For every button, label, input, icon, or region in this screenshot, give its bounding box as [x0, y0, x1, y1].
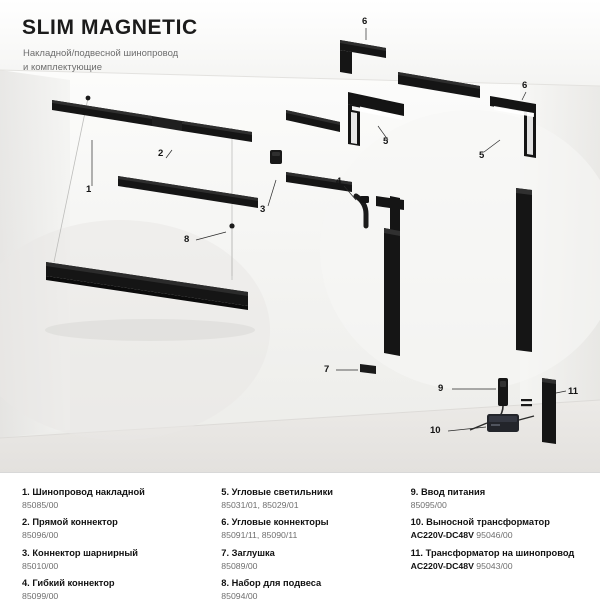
- page-title: SLIM MAGNETIC: [22, 16, 198, 39]
- legend-item-label: Прямой коннектор: [32, 517, 118, 528]
- legend-item-number: 11.: [410, 547, 424, 558]
- legend-item-label: Угловые коннекторы: [231, 517, 329, 528]
- callout-6a: 6: [362, 16, 368, 27]
- callout-7: 7: [324, 364, 330, 375]
- legend-item-code: 85096/00: [22, 530, 59, 541]
- legend-item-number: 4.: [22, 578, 30, 589]
- legend-item: [221, 517, 410, 540]
- legend-item: [221, 548, 410, 571]
- legend-item-number: 8.: [221, 578, 230, 589]
- legend-item: [22, 578, 221, 600]
- legend-item-code: [411, 561, 580, 572]
- legend-item-voltage: AC220V-DC48V: [410, 530, 474, 541]
- callout-5b: 5: [479, 150, 485, 161]
- legend-item-number: 9.: [410, 487, 419, 497]
- legend-item-title: [22, 517, 221, 529]
- legend-item: [22, 517, 221, 540]
- legend-item-label: Коннектор шарнирный: [32, 547, 139, 558]
- legend-item-number: 7.: [221, 547, 230, 558]
- legend-item-title: [221, 578, 410, 590]
- callout-6b: 6: [522, 80, 528, 91]
- legend-item: [411, 517, 580, 540]
- legend-item-title: [221, 517, 410, 529]
- legend-item-code: 85099/00: [22, 591, 59, 600]
- legend-column-1: [22, 487, 221, 600]
- legend-item-label: Выносной трансформатор: [426, 517, 550, 528]
- legend-item-code: 85010/00: [22, 560, 59, 571]
- subtitle-line-2: и комплектующие: [23, 61, 102, 73]
- legend-item: [22, 548, 221, 571]
- legend-item-title: [22, 548, 221, 560]
- legend-item-number: 5.: [221, 487, 230, 497]
- legend-item-label: Угловые светильники: [231, 487, 333, 497]
- legend-item-article: 95043/00: [476, 560, 513, 571]
- legend-item-label: Набор для подвеса: [231, 578, 322, 589]
- product-hinged-connector: [270, 150, 282, 164]
- product-track-transformer: [542, 378, 556, 444]
- page-subtitle: [23, 47, 273, 75]
- legend-item: [22, 487, 221, 510]
- legend-item-title: [22, 578, 221, 590]
- callout-2: 2: [158, 148, 164, 159]
- subtitle-line-1: Накладной/подвесной шинопровод: [23, 48, 179, 59]
- callout-5a: 5: [383, 136, 389, 147]
- legend-item-title: [411, 487, 580, 499]
- legend-item-code: 85095/00: [410, 499, 447, 510]
- legend-column-3: [411, 487, 580, 600]
- legend-column-2: [221, 487, 410, 600]
- legend-item-title: [221, 487, 410, 499]
- legend-item-number: 3.: [22, 547, 30, 558]
- legend-item-code: 85031/01, 85029/01: [221, 499, 299, 510]
- legend-item-voltage: AC220V-DC48V: [410, 560, 474, 571]
- callout-8: 8: [184, 234, 190, 245]
- product-vertical-track-right: [516, 188, 532, 352]
- legend-item: [411, 487, 580, 510]
- legend-item: [411, 548, 580, 571]
- legend-columns: [22, 487, 580, 600]
- legend-item-title: [411, 517, 580, 529]
- legend-item-label: Заглушка: [231, 547, 275, 558]
- legend: [0, 472, 600, 600]
- callout-11: 11: [568, 386, 579, 397]
- legend-item-label: Трансформатор на шинопровод: [425, 547, 575, 558]
- legend-item: [221, 578, 410, 600]
- legend-item-number: 6.: [221, 517, 230, 528]
- legend-item: [221, 487, 410, 510]
- legend-item-label: Шинопровод накладной: [32, 487, 145, 497]
- legend-item-label: Гибкий коннектор: [32, 578, 115, 589]
- legend-item-code: 85094/00: [221, 591, 258, 600]
- legend-item-article: 95046/00: [476, 530, 513, 541]
- legend-item-number: 2.: [22, 517, 30, 528]
- callout-3: 3: [260, 204, 266, 215]
- legend-item-code: [411, 530, 580, 541]
- callout-4: 4: [336, 176, 342, 187]
- legend-item-label: Ввод питания: [420, 487, 486, 497]
- legend-item-number: 10.: [410, 517, 424, 528]
- legend-item-code: 85085/00: [22, 499, 59, 510]
- callout-10: 10: [430, 425, 441, 436]
- legend-item-title: [22, 487, 221, 499]
- legend-item-number: 1.: [22, 487, 30, 497]
- legend-item-title: [411, 548, 580, 560]
- callout-1: 1: [86, 184, 92, 195]
- callout-9: 9: [438, 383, 444, 394]
- legend-item-code: 85091/11, 85090/11: [221, 530, 298, 541]
- legend-item-title: [221, 548, 410, 560]
- legend-item-code: 85089/00: [221, 560, 258, 571]
